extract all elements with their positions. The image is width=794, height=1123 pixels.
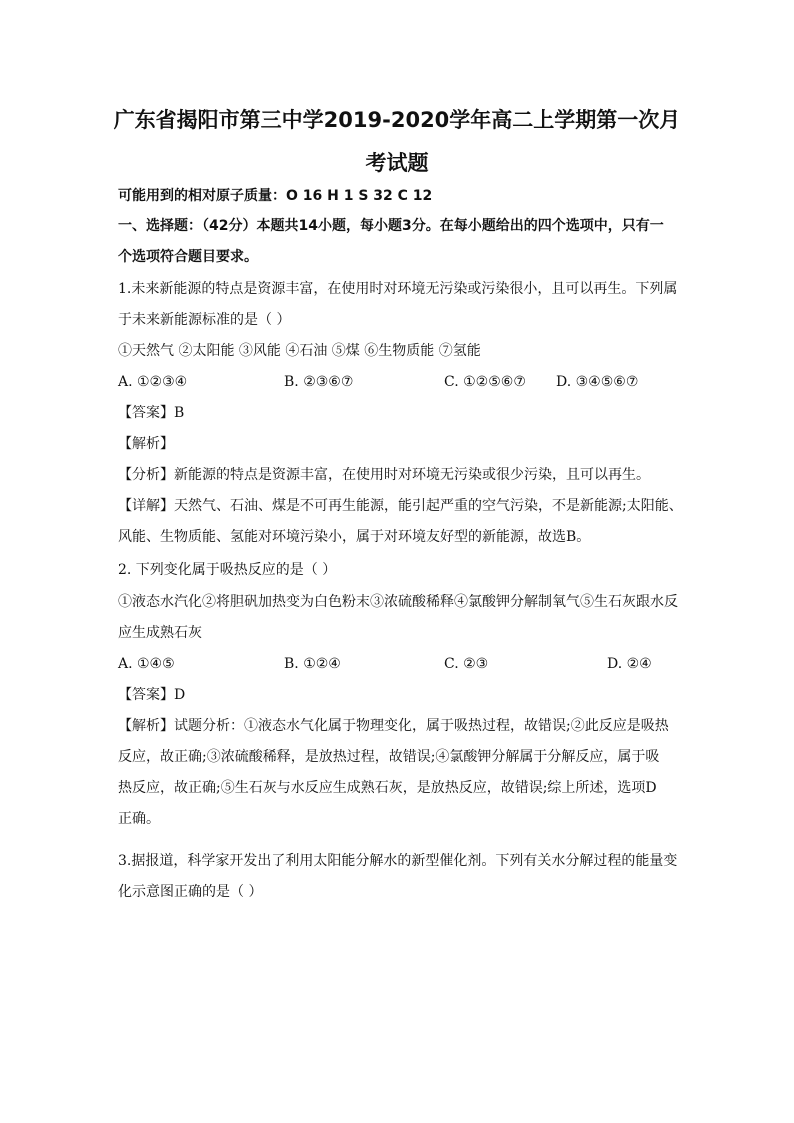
q1-fenxi: 【分析】新能源的特点是资源丰富，在使用时对环境无污染或很少污染，且可以再生。 bbox=[118, 467, 650, 483]
q2-items-line-2: 应生成熟石灰 bbox=[118, 625, 202, 641]
document-title-line-2: 考试题 bbox=[365, 151, 429, 175]
section-heading-line-1: 一、选择题：（42分）本题共14小题，每小题3分。在每小题给出的四个选项中，只有一 bbox=[118, 218, 664, 234]
q1-option-a: A. ①②③④ bbox=[118, 374, 188, 390]
q2-items-line-1: ①液态水汽化②将胆矾加热变为白色粉末③浓硫酸稀释④氯酸钾分解制氧气⑤生石灰跟水反 bbox=[118, 594, 678, 610]
q1-xiangjie-line-1: 【详解】天然气、石油、煤是不可再生能源，能引起严重的空气污染，不是新能源;太阳能、 bbox=[118, 498, 683, 514]
q2-option-a: A. ①④⑤ bbox=[118, 656, 175, 672]
q1-option-b: B. ②③⑥⑦ bbox=[284, 374, 354, 390]
document-title-line-1: 广东省揭阳市第三中学2019-2020学年高二上学期第一次月 bbox=[113, 108, 681, 132]
q2-analysis-line-4: 正确。 bbox=[118, 811, 160, 827]
q3-stem-line-1: 3.据报道，科学家开发出了利用太阳能分解水的新型催化剂。下列有关水分解过程的能量变 bbox=[118, 853, 678, 869]
q1-stem-line-2: 于未来新能源标准的是（ ） bbox=[118, 312, 291, 328]
q1-xiangjie-line-2: 风能、生物质能、氢能对环境污染小，属于对环境友好型的新能源，故选B。 bbox=[118, 529, 591, 545]
q2-answer: 【答案】D bbox=[118, 687, 186, 703]
section-heading-line-2: 个选项符合题目要求。 bbox=[118, 249, 258, 265]
q2-stem: 2. 下列变化属于吸热反应的是（ ） bbox=[118, 562, 337, 578]
q2-option-d: D. ②④ bbox=[607, 656, 652, 672]
q1-items: ①天然气 ②太阳能 ③风能 ④石油 ⑤煤 ⑥生物质能 ⑦氢能 bbox=[118, 343, 481, 359]
q2-analysis-line-1: 【解析】试题分析：①液态水气化属于物理变化，属于吸热过程，故错误;②此反应是吸热 bbox=[118, 718, 669, 734]
q1-option-c: C. ①②⑤⑥⑦ bbox=[444, 374, 526, 390]
q1-stem-line-1: 1.未来新能源的特点是资源丰富，在使用时对环境无污染或污染很小，且可以再生。下列属 bbox=[118, 281, 678, 297]
q2-analysis-line-3: 热反应，故正确;⑤生石灰与水反应生成熟石灰，是放热反应，故错误;综上所述，选项D bbox=[118, 780, 657, 796]
q2-option-c: C. ②③ bbox=[444, 656, 489, 672]
q1-option-d: D. ③④⑤⑥⑦ bbox=[556, 374, 639, 390]
q1-analysis-heading: 【解析】 bbox=[118, 436, 174, 452]
q2-analysis-line-2: 反应，故正确;③浓硫酸稀释，是放热过程，故错误;④氯酸钾分解属于分解反应，属于吸 bbox=[118, 749, 660, 765]
atomic-mass-note: 可能用到的相对原子质量：O 16 H 1 S 32 C 12 bbox=[118, 188, 433, 204]
q3-stem-line-2: 化示意图正确的是（ ） bbox=[118, 884, 263, 900]
q2-option-b: B. ①②④ bbox=[284, 656, 341, 672]
q1-answer: 【答案】B bbox=[118, 405, 185, 421]
